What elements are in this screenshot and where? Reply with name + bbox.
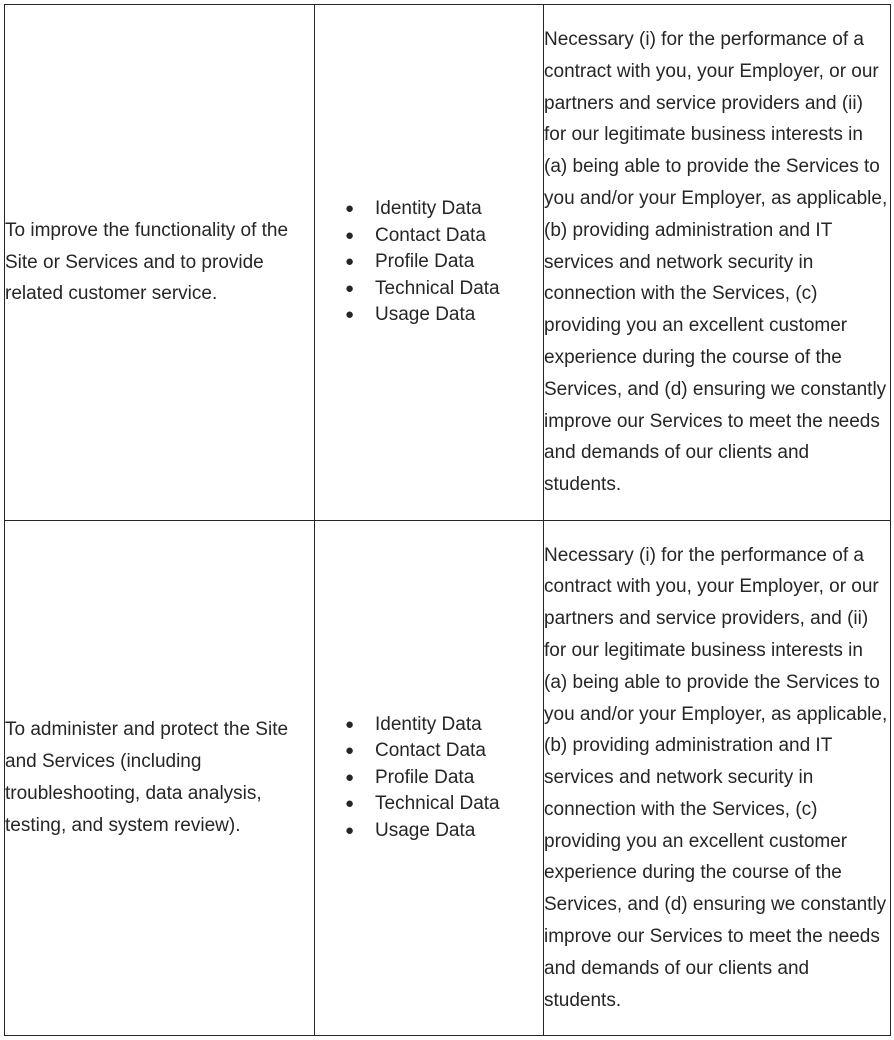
purpose-cell: To improve the functionality of the Site or Services and to provide related customer service. bbox=[5, 5, 315, 521]
bullet-icon: ● bbox=[345, 279, 355, 297]
list-item bbox=[345, 712, 543, 739]
list-item bbox=[345, 249, 543, 276]
bullet-icon: ● bbox=[345, 253, 355, 271]
bullet-icon: ● bbox=[345, 768, 355, 786]
bullet-icon: ● bbox=[345, 306, 355, 324]
lawful-basis-cell: Necessary (i) for the performance of a contract with you, your Employer, or our partners and service providers and (ii) for our legitimate business interests in (a) being able to provide the Services to you and/or your Employer, as applicable, (b) providing administration and IT services and network security in connection with the Services, (c) providing you an excellent customer experience during the course of the Services, and (d) ensuring we constantly improve our Services to meet the needs and demands of our clients and students. bbox=[544, 5, 891, 521]
bullet-icon: ● bbox=[345, 795, 355, 813]
bullet-icon: ● bbox=[345, 715, 355, 733]
list-item bbox=[345, 738, 543, 765]
table-row bbox=[5, 5, 891, 521]
list-item bbox=[345, 302, 543, 329]
list-item bbox=[345, 791, 543, 818]
data-type-label: Contact Data bbox=[375, 224, 486, 246]
data-type-label: Identity Data bbox=[375, 198, 482, 220]
data-type-label: Usage Data bbox=[375, 819, 476, 841]
data-types-cell bbox=[315, 521, 544, 1036]
data-type-label: Technical Data bbox=[375, 277, 500, 299]
list-item bbox=[345, 223, 543, 250]
purpose-cell: To administer and protect the Site and Services (including troubleshooting, data analysis, testing, and system review). bbox=[5, 521, 315, 1036]
bullet-icon: ● bbox=[345, 742, 355, 760]
bullet-icon: ● bbox=[345, 226, 355, 244]
data-type-label: Profile Data bbox=[375, 766, 475, 788]
bullet-icon: ● bbox=[345, 821, 355, 839]
list-item bbox=[345, 765, 543, 792]
data-type-label: Contact Data bbox=[375, 740, 486, 762]
bullet-icon: ● bbox=[345, 200, 355, 218]
list-item bbox=[345, 276, 543, 303]
lawful-basis-cell: Necessary (i) for the performance of a contract with you, your Employer, or our partners and service providers, and (ii) for our legitimate business interests in (a) being able to provide the Services to you and/or your Employer, as applicable, (b) providing administration and IT services and network security in connection with the Services, (c) providing you an excellent customer experience during the course of the Services, and (d) ensuring we constantly improve our Services to meet the needs and demands of our clients and students. bbox=[544, 521, 891, 1036]
data-processing-table bbox=[4, 4, 891, 1036]
data-types-list bbox=[315, 196, 543, 329]
data-type-label: Profile Data bbox=[375, 251, 475, 273]
data-type-label: Usage Data bbox=[375, 304, 476, 326]
list-item bbox=[345, 818, 543, 845]
data-types-list bbox=[315, 712, 543, 845]
data-types-cell bbox=[315, 5, 544, 521]
data-type-label: Technical Data bbox=[375, 793, 500, 815]
list-item bbox=[345, 196, 543, 223]
table-row bbox=[5, 521, 891, 1036]
data-type-label: Identity Data bbox=[375, 713, 482, 735]
